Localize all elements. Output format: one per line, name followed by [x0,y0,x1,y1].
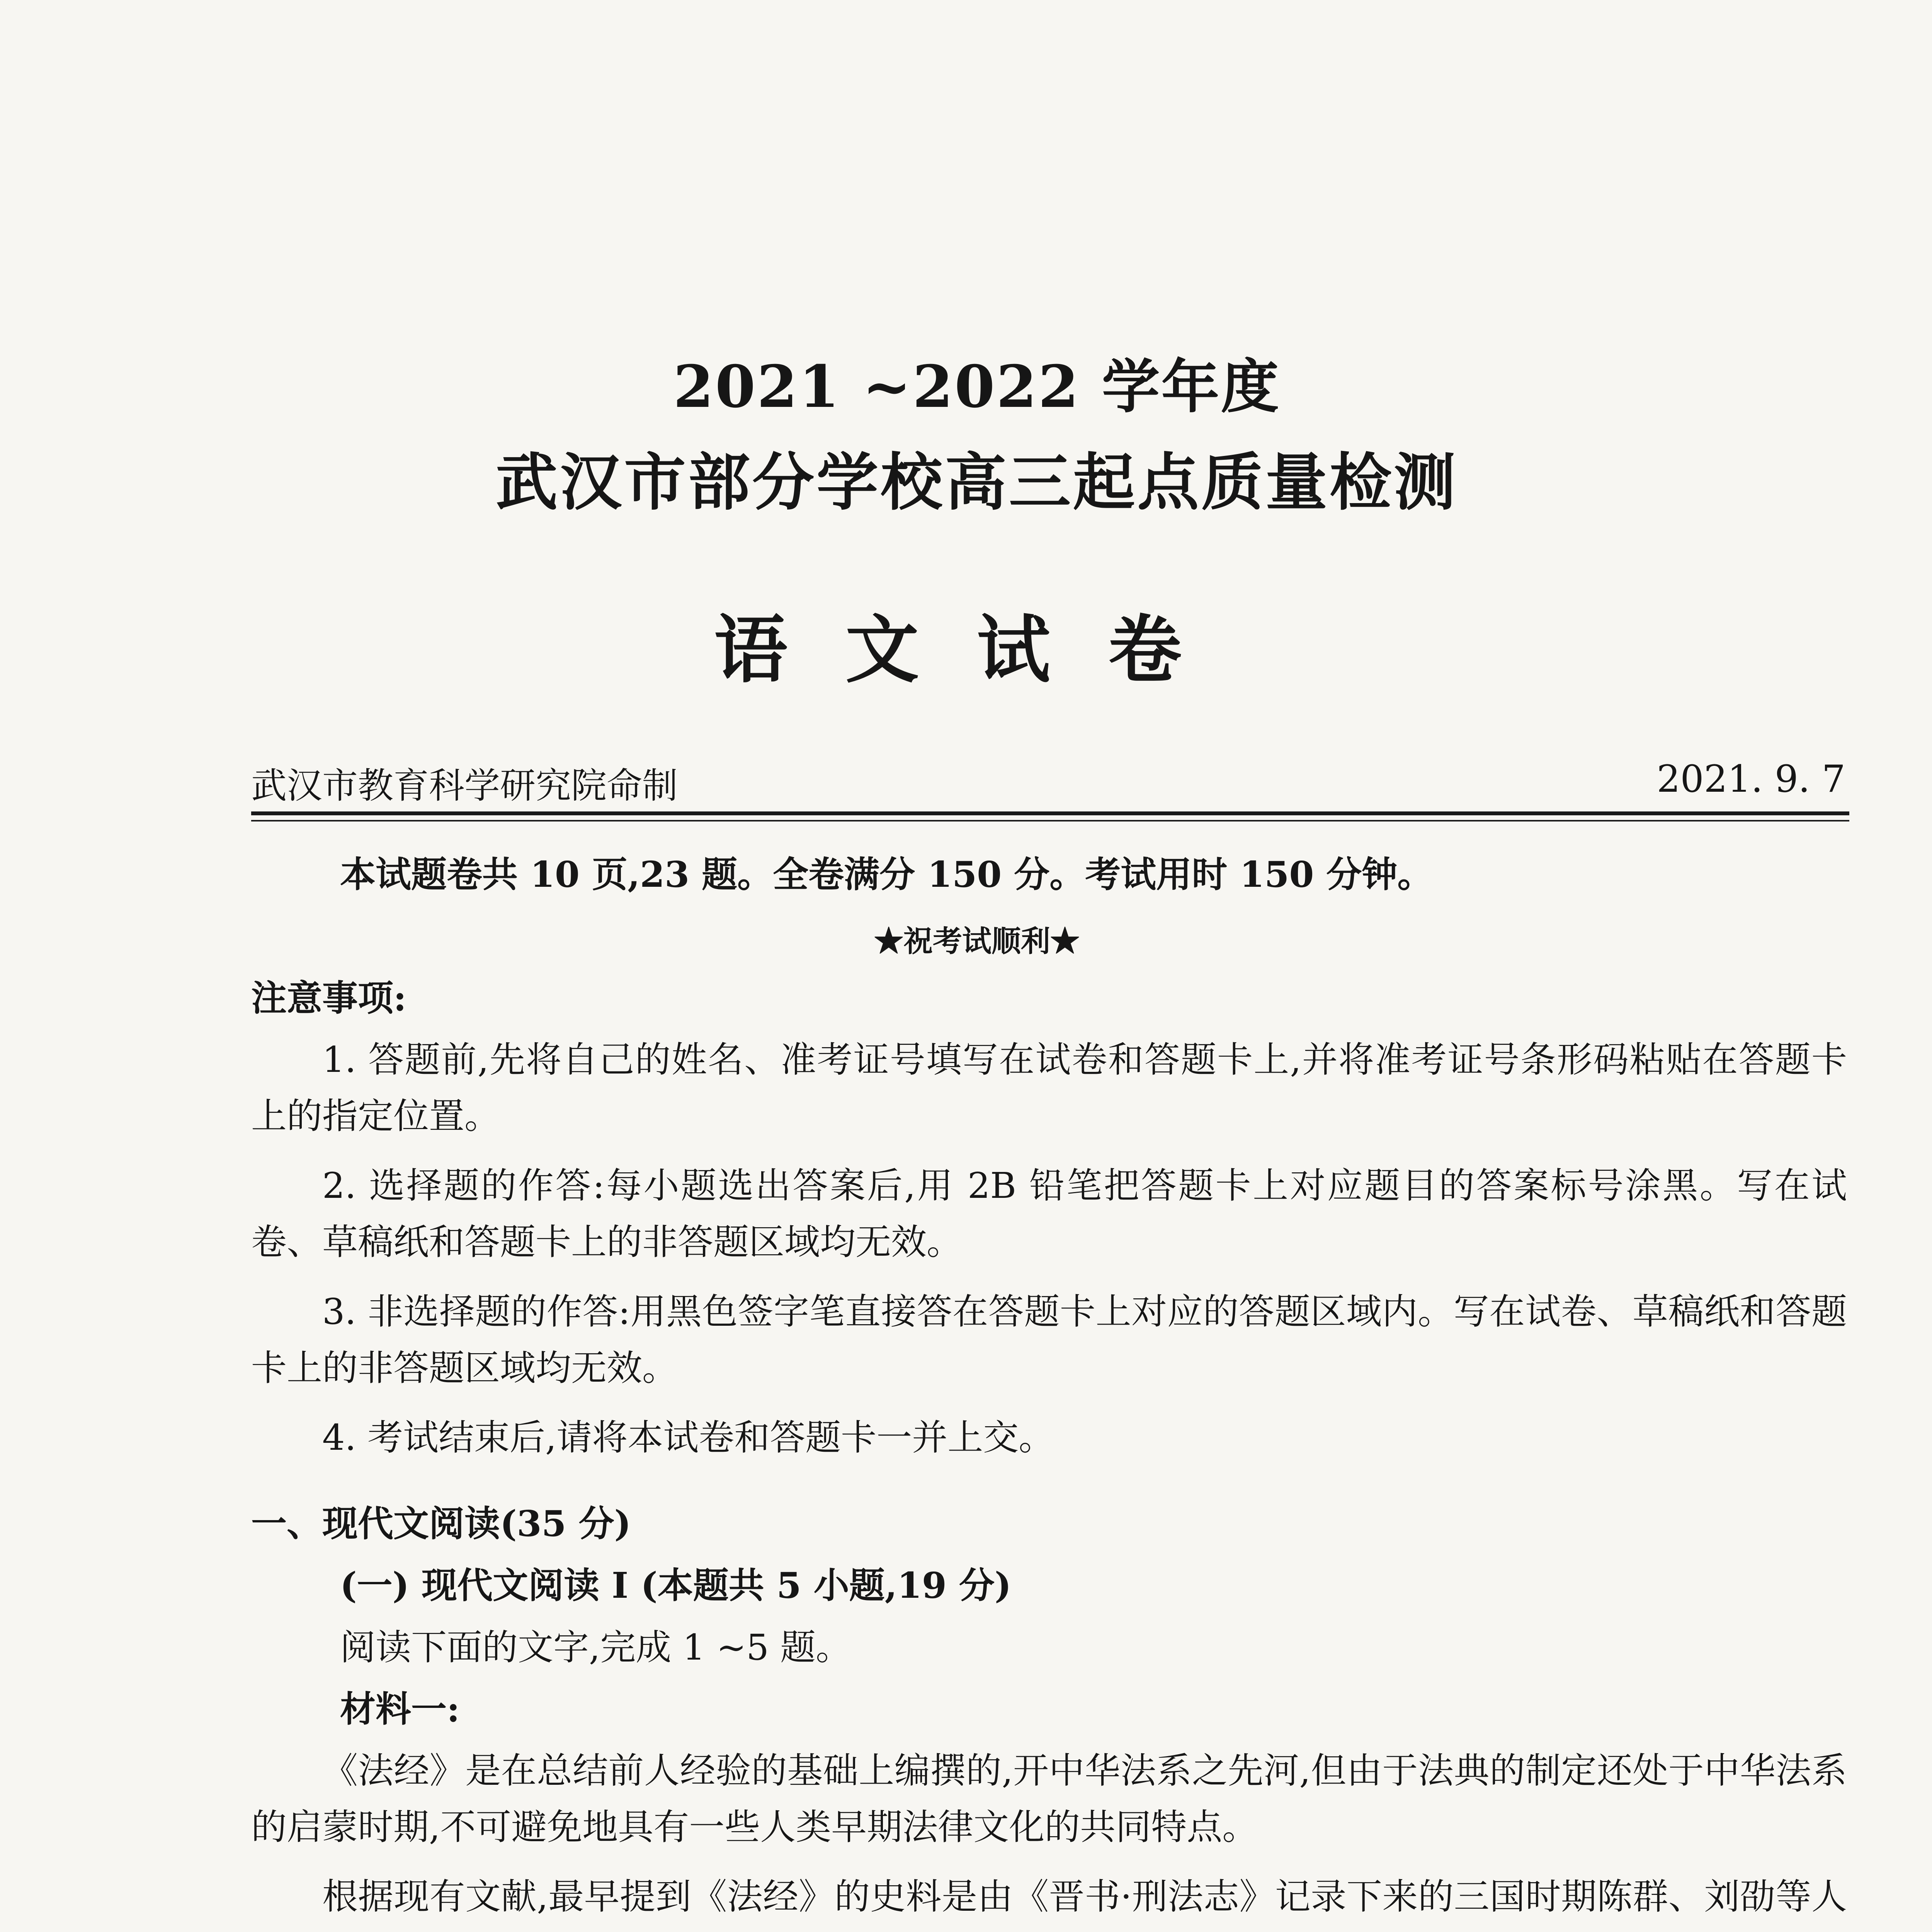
reading-material [251,1743,1847,1932]
header-rule-thin [251,820,1849,821]
exam-year: 2021 ~2022 学年度 [673,353,1281,421]
material-paragraph: 《法经》是在总结前人经验的基础上编撰的,开中华法系之先河,但由于法典的制定还处于中华法系的启蒙时期,不可避免地具有一些人类早期法律文化的共同特点。 [251,1750,1847,1848]
subject-title: 语文试卷 [714,607,1240,693]
note-item: 3. 非选择题的作答:用黑色签字笔直接答在答题卡上对应的答题区域内。写在试卷、草稿纸和答题卡上的非答题区域均无效。 [251,1291,1847,1389]
material-label: 材料一: [340,1688,460,1730]
exam-title: 武汉市部分学校高三起点质量检测 [495,446,1458,519]
notes-list [251,1032,1847,1479]
section-instruction: 阅读下面的文字,完成 1 ~5 题。 [340,1627,852,1668]
note-item: 2. 选择题的作答:每小题选出答案后,用 2B 铅笔把答题卡上对应题目的答案标号涂黑。写在试卷、草稿纸和答题卡上的非答题区域均无效。 [251,1165,1847,1263]
material-paragraph: 根据现有文献,最早提到《法经》的史料是由《晋书·刑法志》记录下来的三国时期陈群、刘劭等人 [322,1876,1847,1917]
exam-summary: 本试题卷共 10 页,23 题。全卷满分 150 分。考试用时 150 分钟。 [340,854,1433,895]
section-subtitle: (一) 现代文阅读 I (本题共 5 小题,19 分) [340,1565,1012,1606]
header-rule [251,811,1849,815]
note-item: 4. 考试结束后,请将本试卷和答题卡一并上交。 [322,1417,1054,1458]
exam-date: 2021. 9. 7 [1656,757,1845,801]
notes-heading: 注意事项: [251,977,406,1019]
section-title: 一、现代文阅读(35 分) [251,1503,631,1544]
note-item: 1. 答题前,先将自己的姓名、准考证号填写在试卷和答题卡上,并将准考证号条形码粘贴在答题卡上的指定位置。 [251,1039,1847,1137]
good-luck: ★祝考试顺利★ [874,924,1080,958]
issuer: 武汉市教育科学研究院命制 [251,765,678,806]
